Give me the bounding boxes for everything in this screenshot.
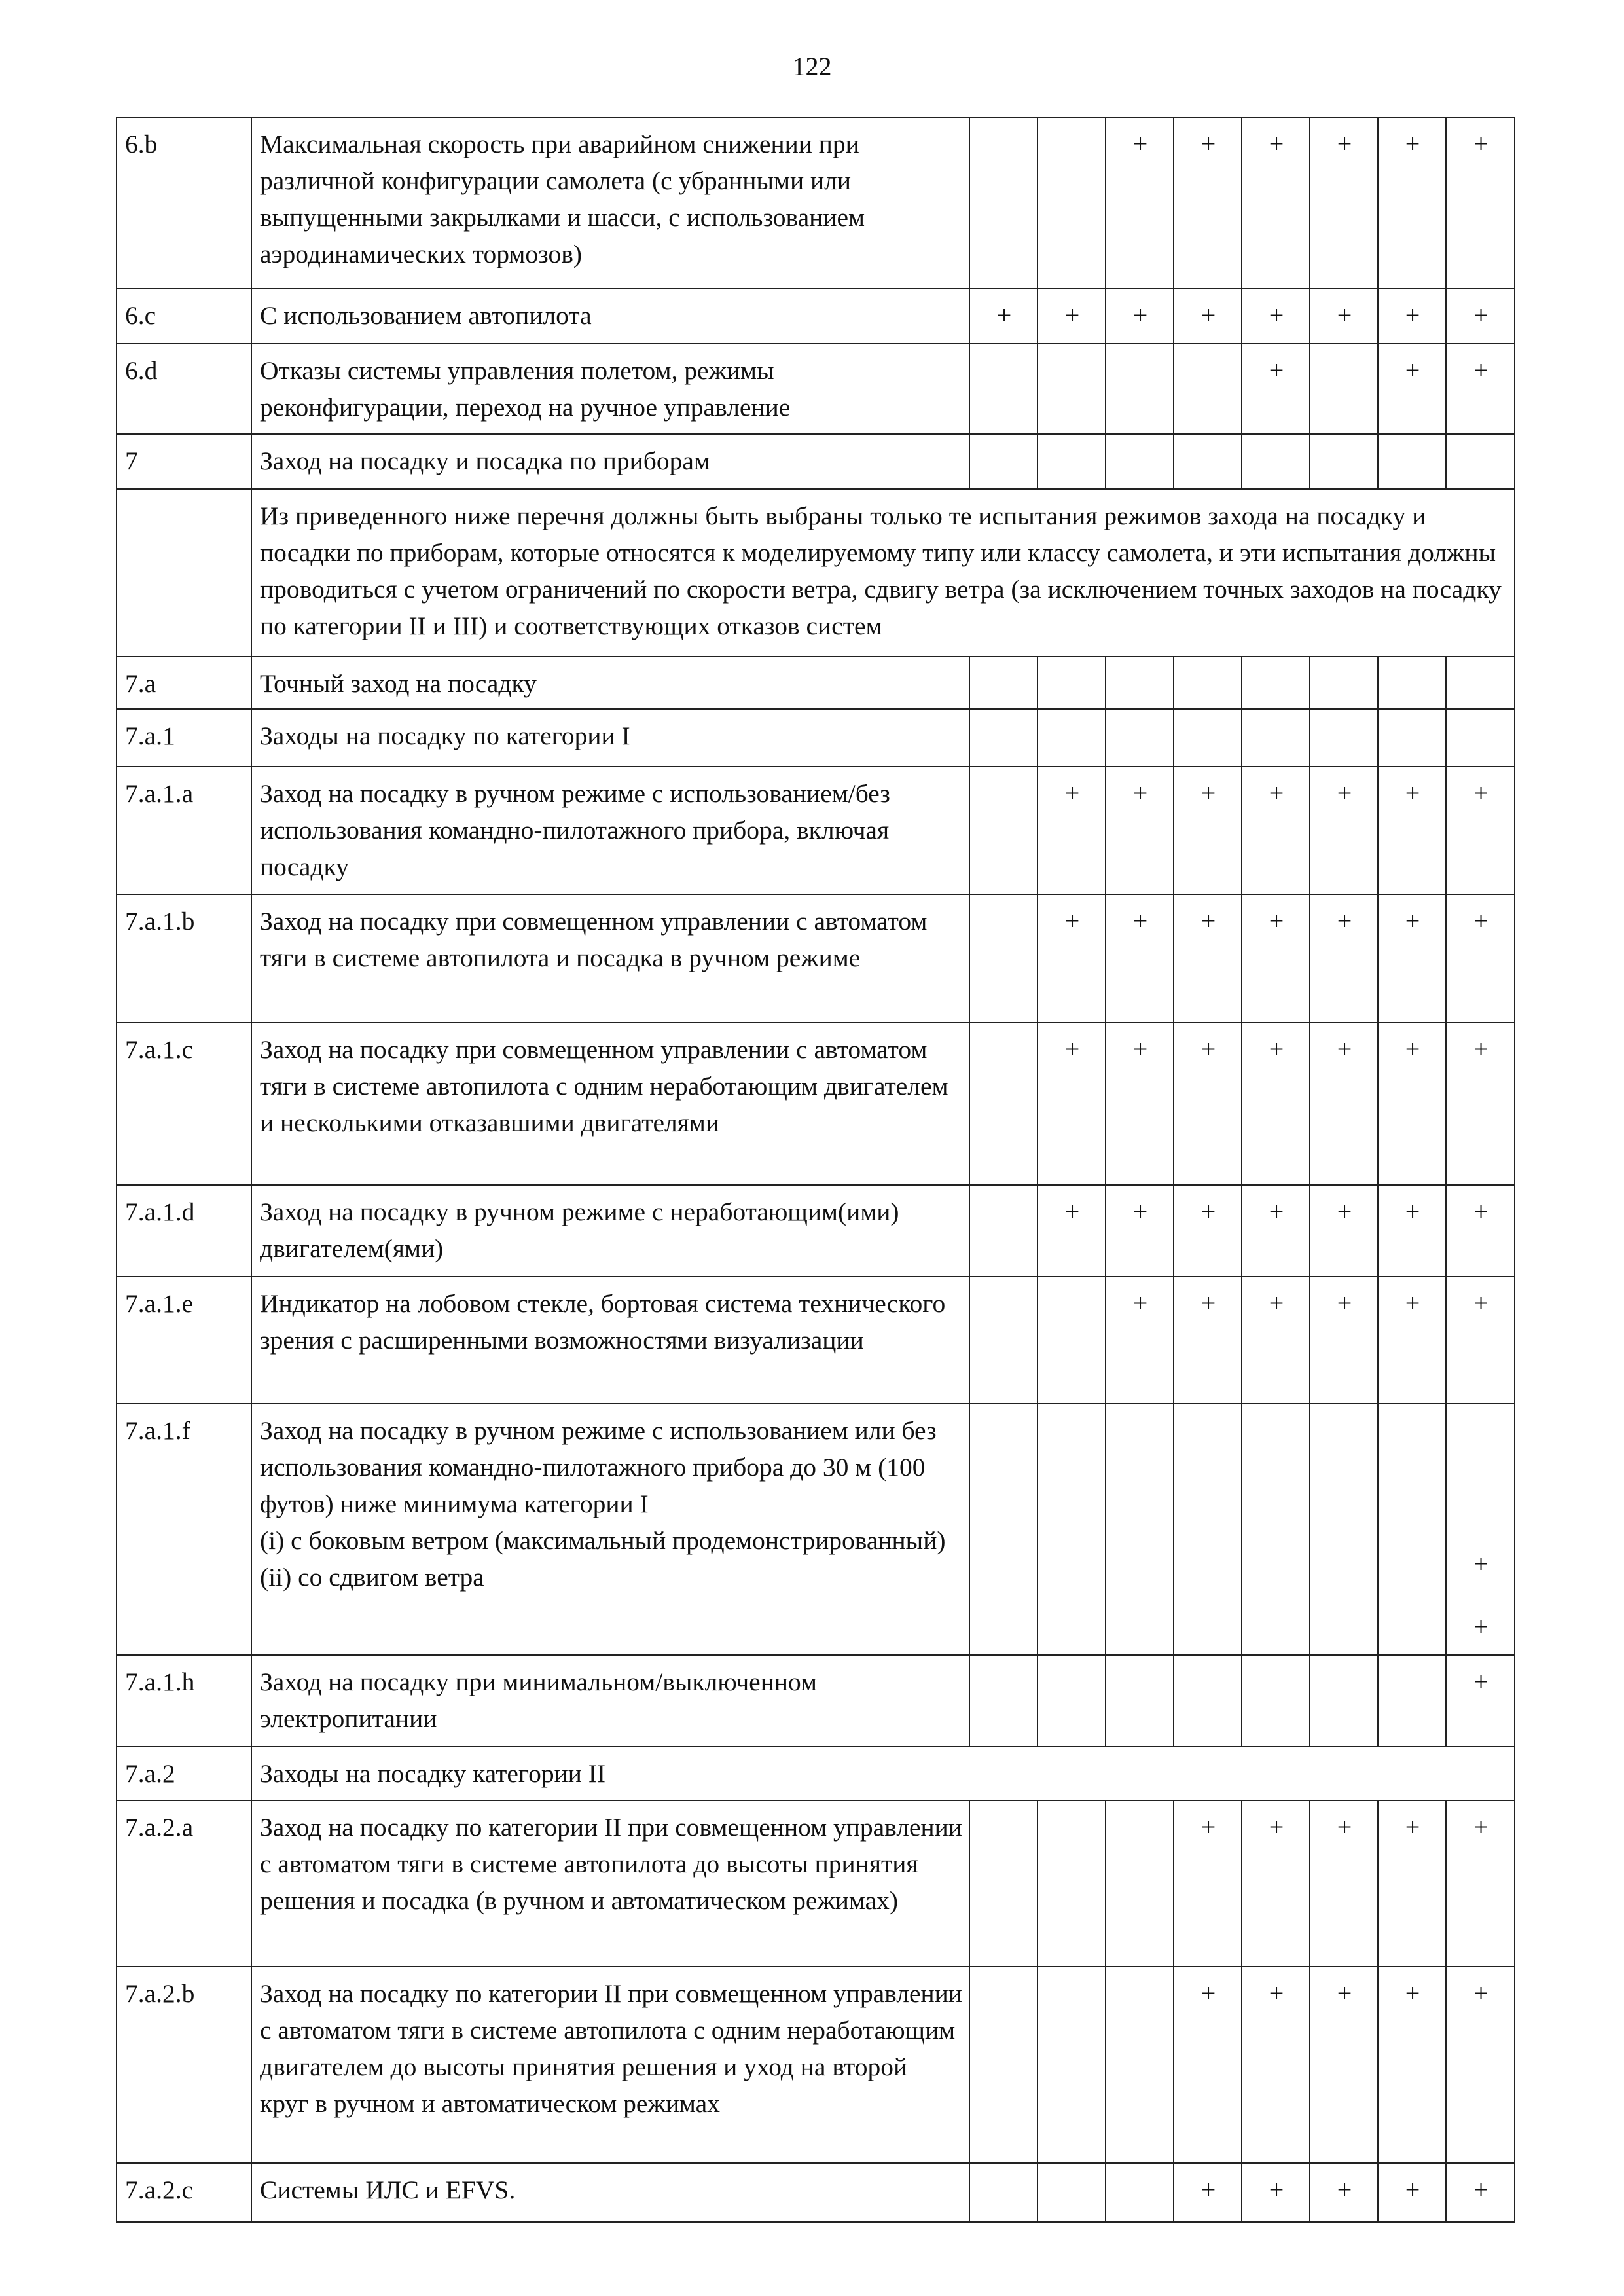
row-description: Заход на посадку при совмещенном управлении с автоматом тяги в системе автопилота с одним неработающим двигателем и несколькими отказавшими двигателями — [251, 1023, 969, 1185]
mark-cell: + — [1106, 894, 1174, 1023]
mark-cell — [1038, 657, 1106, 709]
mark-cell: + — [1174, 1967, 1242, 2163]
row-subitem-crosswind: (i) с боковым ветром (максимальный продемонстрированный) — [260, 1526, 946, 1555]
mark-cell: + — [1174, 767, 1242, 894]
mark-cell: + — [1242, 2163, 1310, 2222]
table-row — [117, 1185, 1515, 1277]
table-row — [117, 894, 1515, 1023]
row-number: 7 — [117, 434, 251, 489]
row-description: Заход на посадку при совмещенном управлении с автоматом тяги в системе автопилота и посадка в ручном режиме — [251, 894, 969, 1023]
table-row — [117, 767, 1515, 894]
mark-cell: + — [1446, 1967, 1515, 2163]
mark-cell: + — [1310, 767, 1378, 894]
mark-cell: + — [1446, 344, 1515, 434]
mark-cell: + — [1242, 1967, 1310, 2163]
row-description: Индикатор на лобовом стекле, бортовая система технического зрения с расширенными возможностями визуализации — [251, 1277, 969, 1404]
row-number: 7.a.1.h — [117, 1655, 251, 1747]
row-description: Точный заход на посадку — [251, 657, 969, 709]
mark-cell — [969, 2163, 1038, 2222]
row-description: Отказы системы управления полетом, режимы реконфигурации, переход на ручное управление — [251, 344, 969, 434]
mark-cell: + — [1378, 1023, 1446, 1185]
mark-cell — [1378, 434, 1446, 489]
row-description — [251, 1404, 969, 1655]
table-row — [117, 1277, 1515, 1404]
mark-cell — [1446, 1404, 1515, 1655]
mark-cell — [1242, 657, 1310, 709]
table-row — [117, 117, 1515, 289]
mark-cell: + — [1310, 1023, 1378, 1185]
mark-cell: + — [1446, 894, 1515, 1023]
mark-cell — [1310, 709, 1378, 767]
mark-cell: + — [1310, 894, 1378, 1023]
mark-cell: + — [1310, 1800, 1378, 1967]
mark-cell: + — [1106, 289, 1174, 344]
row-number: 7.a.2.a — [117, 1800, 251, 1967]
mark-cell — [1038, 117, 1106, 289]
table-row — [117, 1747, 1515, 1800]
row-description-main: Заход на посадку в ручном режиме с использованием или без использования командно-пилотажного прибора до 30 м (100 футов) ниже минимума категории I — [260, 1416, 937, 1518]
mark-cell: + — [1378, 1800, 1446, 1967]
row-description: Заход на посадку в ручном режиме с неработающим(ими) двигателем(ями) — [251, 1185, 969, 1277]
mark-cell — [969, 767, 1038, 894]
table-row — [117, 2163, 1515, 2222]
mark-cell — [1242, 1404, 1310, 1655]
row-description: Заход на посадку в ручном режиме с использованием/без использования командно-пилотажного прибора, включая посадку — [251, 767, 969, 894]
mark-cell: + — [1038, 1023, 1106, 1185]
table-row — [117, 434, 1515, 489]
mark-cell — [969, 894, 1038, 1023]
mark-cell — [1174, 1404, 1242, 1655]
mark-cell: + — [1310, 1185, 1378, 1277]
mark-cell — [1038, 1277, 1106, 1404]
mark-cell — [1106, 1404, 1174, 1655]
row-number — [117, 489, 251, 657]
row-description: Заходы на посадку по категории I — [251, 709, 969, 767]
mark-cell — [1038, 1800, 1106, 1967]
mark-cell — [1174, 657, 1242, 709]
mark-cell: + — [1106, 1277, 1174, 1404]
mark-cell — [1174, 344, 1242, 434]
table-row — [117, 289, 1515, 344]
mark-cell — [1242, 1655, 1310, 1747]
mark-cell: + — [1310, 1277, 1378, 1404]
row-number: 7.a.1.b — [117, 894, 251, 1023]
row-number: 7.a.2.c — [117, 2163, 251, 2222]
row-number: 7.a.1.e — [117, 1277, 251, 1404]
mark-cell — [1242, 434, 1310, 489]
mark-cell — [1310, 434, 1378, 489]
mark-cell: + — [1378, 894, 1446, 1023]
mark-cell: + — [1310, 289, 1378, 344]
mark-cell — [969, 344, 1038, 434]
mark-cell: + — [1174, 289, 1242, 344]
mark-cell: + — [1378, 767, 1446, 894]
mark-cell: + — [1446, 1277, 1515, 1404]
page-number: 122 — [792, 52, 832, 81]
mark-cell — [1038, 344, 1106, 434]
mark-cell: + — [1242, 344, 1310, 434]
row-description: Максимальная скорость при аварийном снижении при различной конфигурации самолета (с убранными или выпущенными закрылками и шасси, с использованием аэродинамических тормозов) — [251, 117, 969, 289]
mark-cell — [1106, 434, 1174, 489]
row-subitem-windshear: (ii) со сдвигом ветра — [260, 1563, 484, 1592]
mark-cell: + — [1174, 1023, 1242, 1185]
row-number: 6.b — [117, 117, 251, 289]
mark-cell — [1310, 657, 1378, 709]
mark-cell — [1446, 434, 1515, 489]
mark-cell: + — [1242, 1800, 1310, 1967]
mark-cell: + — [1446, 1800, 1515, 1967]
mark-cell — [1106, 2163, 1174, 2222]
mark-cell: + — [1174, 1185, 1242, 1277]
mark-cell — [1446, 709, 1515, 767]
mark-cell — [1038, 434, 1106, 489]
row-description: Заход на посадку при минимальном/выключенном электропитании — [251, 1655, 969, 1747]
mark-cell: + — [1242, 1023, 1310, 1185]
mark-cell — [1378, 1404, 1446, 1655]
mark-cell: + — [1310, 117, 1378, 289]
mark-cell: + — [969, 289, 1038, 344]
mark-cell — [969, 434, 1038, 489]
mark-cell — [969, 117, 1038, 289]
mark-cell — [969, 1185, 1038, 1277]
mark-cell — [969, 657, 1038, 709]
requirements-table — [116, 117, 1515, 2223]
mark-cell: + — [1242, 1277, 1310, 1404]
mark-cell: + — [1174, 1277, 1242, 1404]
mark-cell: + — [1378, 1967, 1446, 2163]
mark-cell: + — [1038, 894, 1106, 1023]
row-description: Заход на посадку по категории II при совмещенном управлении с автоматом тяги в системе автопилота до высоты принятия решения и посадка (в ручном и автоматическом режимах) — [251, 1800, 969, 1967]
mark-cell: + — [1174, 117, 1242, 289]
mark-cell: + — [1446, 1185, 1515, 1277]
table-row — [117, 344, 1515, 434]
mark-cell: + — [1446, 289, 1515, 344]
mark-cell: + — [1242, 289, 1310, 344]
mark-cell — [969, 1800, 1038, 1967]
mark-cell — [969, 1277, 1038, 1404]
mark-cell: + — [1446, 767, 1515, 894]
mark-cell: + — [1242, 1185, 1310, 1277]
row-number: 7.a — [117, 657, 251, 709]
row-number: 7.a.1.a — [117, 767, 251, 894]
mark-cell: + — [1106, 1023, 1174, 1185]
table-row — [117, 1800, 1515, 1967]
mark-cell: + — [1378, 2163, 1446, 2222]
mark-cell — [1038, 2163, 1106, 2222]
mark-cell: + — [1038, 767, 1106, 894]
mark-cell: + — [1446, 2163, 1515, 2222]
mark-cell — [1106, 1800, 1174, 1967]
row-number: 6.d — [117, 344, 251, 434]
mark-cell — [1242, 709, 1310, 767]
mark-cell — [1038, 1404, 1106, 1655]
mark-cell — [1310, 1404, 1378, 1655]
mark-cell: + — [1174, 1800, 1242, 1967]
mark-cell: + — [1106, 767, 1174, 894]
row-number: 7.a.2.b — [117, 1967, 251, 2163]
mark-cell: + — [1446, 1655, 1515, 1747]
mark-cell — [1106, 657, 1174, 709]
mark-cell: + — [1242, 117, 1310, 289]
mark-cell — [1106, 1967, 1174, 2163]
mark-cell: + — [1038, 1185, 1106, 1277]
table-row — [117, 1404, 1515, 1655]
row-description: С использованием автопилота — [251, 289, 969, 344]
table-row — [117, 1655, 1515, 1747]
row-number: 6.c — [117, 289, 251, 344]
mark-cell: + — [1378, 289, 1446, 344]
row-description: Заход на посадку по категории II при совмещенном управлении с автоматом тяги в системе автопилота с одним неработающим двигателем до высоты принятия решения и уход на второй круг в ручном и автоматическом режимах — [251, 1967, 969, 2163]
mark-cell — [1174, 709, 1242, 767]
mark-cell: + — [1242, 894, 1310, 1023]
mark-cell — [969, 1967, 1038, 2163]
mark-cell — [1446, 657, 1515, 709]
mark-cell — [1174, 434, 1242, 489]
mark-cell — [969, 709, 1038, 767]
row-number: 7.a.2 — [117, 1747, 251, 1800]
mark-cell: + — [1106, 1185, 1174, 1277]
row-number: 7.a.1.d — [117, 1185, 251, 1277]
table-row — [117, 709, 1515, 767]
mark-cell: + — [1242, 767, 1310, 894]
mark-cell: + — [1174, 894, 1242, 1023]
mark-cell — [1106, 1655, 1174, 1747]
mark-cell: + — [1378, 1277, 1446, 1404]
mark-subitem-windshear: + — [1473, 1612, 1489, 1641]
table-row — [117, 489, 1515, 657]
mark-cell — [969, 1655, 1038, 1747]
table-row — [117, 1967, 1515, 2163]
mark-cell: + — [1038, 289, 1106, 344]
row-description: Заход на посадку и посадка по приборам — [251, 434, 969, 489]
mark-cell — [1038, 1655, 1106, 1747]
mark-cell — [1378, 657, 1446, 709]
mark-cell — [1038, 1967, 1106, 2163]
mark-cell — [1106, 709, 1174, 767]
mark-cell — [1106, 344, 1174, 434]
table-row — [117, 1023, 1515, 1185]
mark-subitem-crosswind: + — [1473, 1549, 1489, 1578]
mark-cell: + — [1378, 344, 1446, 434]
mark-cell — [1310, 1655, 1378, 1747]
mark-cell — [1378, 1655, 1446, 1747]
mark-cell — [1174, 1655, 1242, 1747]
row-number: 7.a.1.f — [117, 1404, 251, 1655]
mark-cell — [969, 1023, 1038, 1185]
mark-cell: + — [1446, 1023, 1515, 1185]
mark-cell: + — [1378, 1185, 1446, 1277]
row-description: Системы ИЛС и EFVS. — [251, 2163, 969, 2222]
table-row — [117, 657, 1515, 709]
mark-cell: + — [1378, 117, 1446, 289]
selection-note: Из приведенного ниже перечня должны быть выбраны только те испытания режимов захода на посадку и посадки по приборам, которые относятся к моделируемому типу или классу самолета, и эти испытания должны проводиться с учетом ограничений по скорости ветра, сдвигу ветра (за исключением точных заходов на посадку по категории II и III) и соответствующих отказов систем — [251, 489, 1515, 657]
mark-cell — [1378, 709, 1446, 767]
mark-cell — [969, 1404, 1038, 1655]
mark-cell: + — [1446, 117, 1515, 289]
mark-cell: + — [1310, 2163, 1378, 2222]
mark-cell — [1310, 344, 1378, 434]
mark-cell: + — [1174, 2163, 1242, 2222]
mark-cell: + — [1310, 1967, 1378, 2163]
mark-cell: + — [1106, 117, 1174, 289]
row-number: 7.a.1.c — [117, 1023, 251, 1185]
row-number: 7.a.1 — [117, 709, 251, 767]
row-description: Заходы на посадку категории II — [251, 1747, 1515, 1800]
mark-cell — [1038, 709, 1106, 767]
